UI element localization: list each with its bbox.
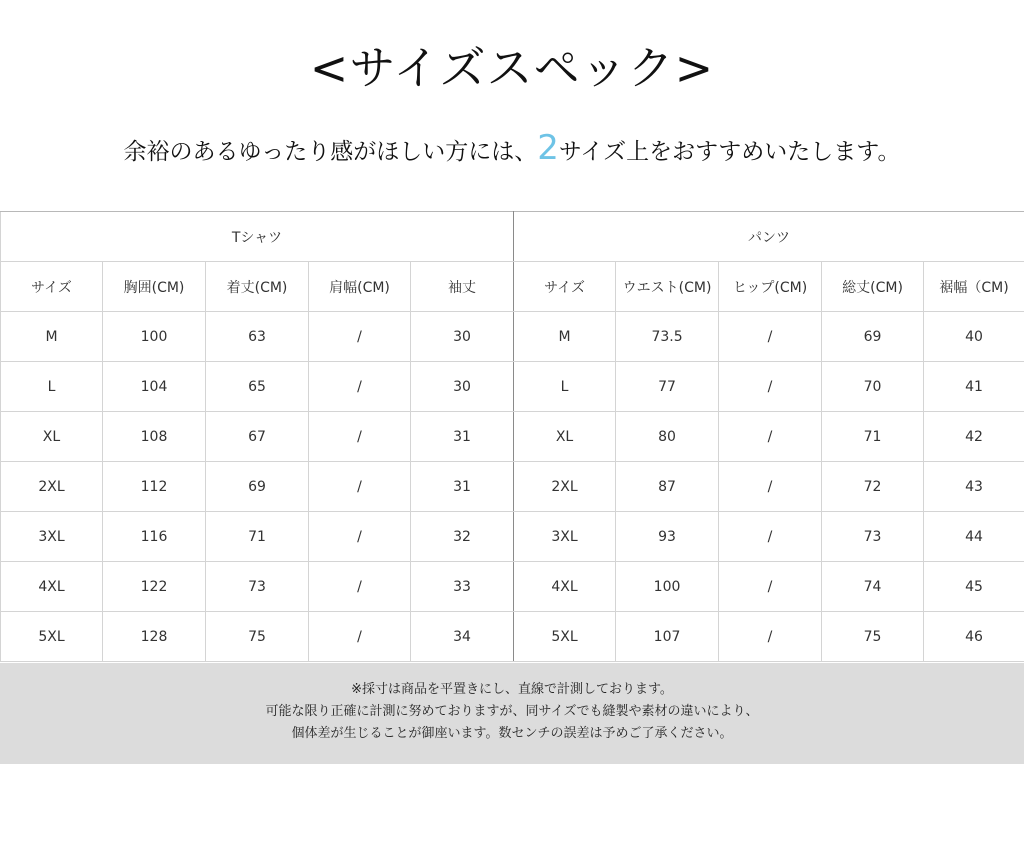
pants-cell: 42 [924,412,1024,462]
recommendation-text-after: サイズ上をおすすめいたします。 [558,139,901,165]
pants-cell: 107 [616,612,719,662]
table-row [1,462,1024,512]
pants-cell: 77 [616,362,719,412]
tshirt-header-sleeve: 袖丈 [411,262,514,312]
pants-cell: L [514,362,616,412]
pants-cell: / [719,612,822,662]
tshirt-cell: / [309,562,411,612]
note-line: 可能な限り正確に計測に努めておりますが、同サイズでも縫製や素材の違いにより、 [265,704,759,719]
tshirt-cell: / [309,462,411,512]
pants-cell: 5XL [514,612,616,662]
pants-cell: 80 [616,412,719,462]
pants-cell: 72 [822,462,924,512]
tshirt-header-chest: 胸囲(CM) [103,262,206,312]
tshirt-cell: 71 [206,512,309,562]
pants-cell: 40 [924,312,1024,362]
pants-cell: 70 [822,362,924,412]
tshirt-cell: 67 [206,412,309,462]
tshirt-cell: 104 [103,362,206,412]
pants-group-header: パンツ [514,212,1024,262]
tshirt-cell: / [309,512,411,562]
tshirt-cell: / [309,312,411,362]
table-row [1,362,1024,412]
tshirt-header-size: サイズ [1,262,103,312]
pants-cell: 93 [616,512,719,562]
tshirt-cell: 69 [206,462,309,512]
pants-cell: 87 [616,462,719,512]
tshirt-cell: 2XL [1,462,103,512]
tshirt-cell: / [309,412,411,462]
table-row [1,512,1024,562]
tshirt-cell: 100 [103,312,206,362]
pants-cell: 2XL [514,462,616,512]
tshirt-cell: 31 [411,462,514,512]
pants-cell: / [719,562,822,612]
tshirt-cell: / [309,362,411,412]
pants-cell: 41 [924,362,1024,412]
pants-cell: 46 [924,612,1024,662]
recommendation-text [0,128,1024,172]
pants-header-total-length: 総丈(CM) [822,262,924,312]
pants-cell: 73 [822,512,924,562]
tshirt-cell: L [1,362,103,412]
tshirt-cell: 4XL [1,562,103,612]
tshirt-cell: 122 [103,562,206,612]
pants-header-hem-width: 裾幅（CM) [924,262,1024,312]
pants-cell: 43 [924,462,1024,512]
page-title: <サイズスペック> [309,41,715,95]
pants-cell: 4XL [514,562,616,612]
pants-header-waist: ウエスト(CM) [616,262,719,312]
pants-cell: 69 [822,312,924,362]
pants-cell: 71 [822,412,924,462]
tshirt-cell: 112 [103,462,206,512]
pants-cell: 73.5 [616,312,719,362]
table-row [1,612,1024,662]
recommendation-size-number: 2 [537,128,559,168]
pants-cell: 100 [616,562,719,612]
tshirt-cell: / [309,612,411,662]
pants-cell: M [514,312,616,362]
recommendation-text-before: 余裕のあるゆったり感がほしい方には、 [123,139,538,165]
tshirt-cell: 108 [103,412,206,462]
table-row [1,312,1024,362]
pants-header-hip: ヒップ(CM) [719,262,822,312]
pants-cell: 45 [924,562,1024,612]
tshirt-cell: 128 [103,612,206,662]
tshirt-header-shoulder: 肩幅(CM) [309,262,411,312]
pants-cell: / [719,312,822,362]
tshirt-cell: 65 [206,362,309,412]
tshirt-cell: XL [1,412,103,462]
tshirt-cell: 31 [411,412,514,462]
table-row [1,412,1024,462]
pants-cell: / [719,412,822,462]
pants-cell: / [719,362,822,412]
tshirt-cell: 116 [103,512,206,562]
note-line: 個体差が生じることが御座います。数センチの誤差は予めご了承ください。 [291,726,733,741]
pants-cell: 3XL [514,512,616,562]
group-header-row [1,212,1024,262]
table-row [1,562,1024,612]
measurement-notes [0,663,1024,764]
pants-cell: 74 [822,562,924,612]
tshirt-group-header: Tシャツ [1,212,514,262]
pants-cell: / [719,512,822,562]
tshirt-cell: 63 [206,312,309,362]
tshirt-cell: 30 [411,312,514,362]
tshirt-cell: 5XL [1,612,103,662]
note-line: ※採寸は商品を平置きにし、直線で計測しております。 [351,682,673,697]
tshirt-cell: 34 [411,612,514,662]
tshirt-cell: 32 [411,512,514,562]
size-spec-table [0,211,1024,662]
pants-cell: 44 [924,512,1024,562]
tshirt-header-length: 着丈(CM) [206,262,309,312]
tshirt-cell: 33 [411,562,514,612]
tshirt-cell: 73 [206,562,309,612]
pants-cell: XL [514,412,616,462]
pants-cell: 75 [822,612,924,662]
pants-header-size: サイズ [514,262,616,312]
pants-cell: / [719,462,822,512]
tshirt-cell: 30 [411,362,514,412]
tshirt-cell: M [1,312,103,362]
tshirt-cell: 75 [206,612,309,662]
column-header-row [1,262,1024,312]
tshirt-cell: 3XL [1,512,103,562]
